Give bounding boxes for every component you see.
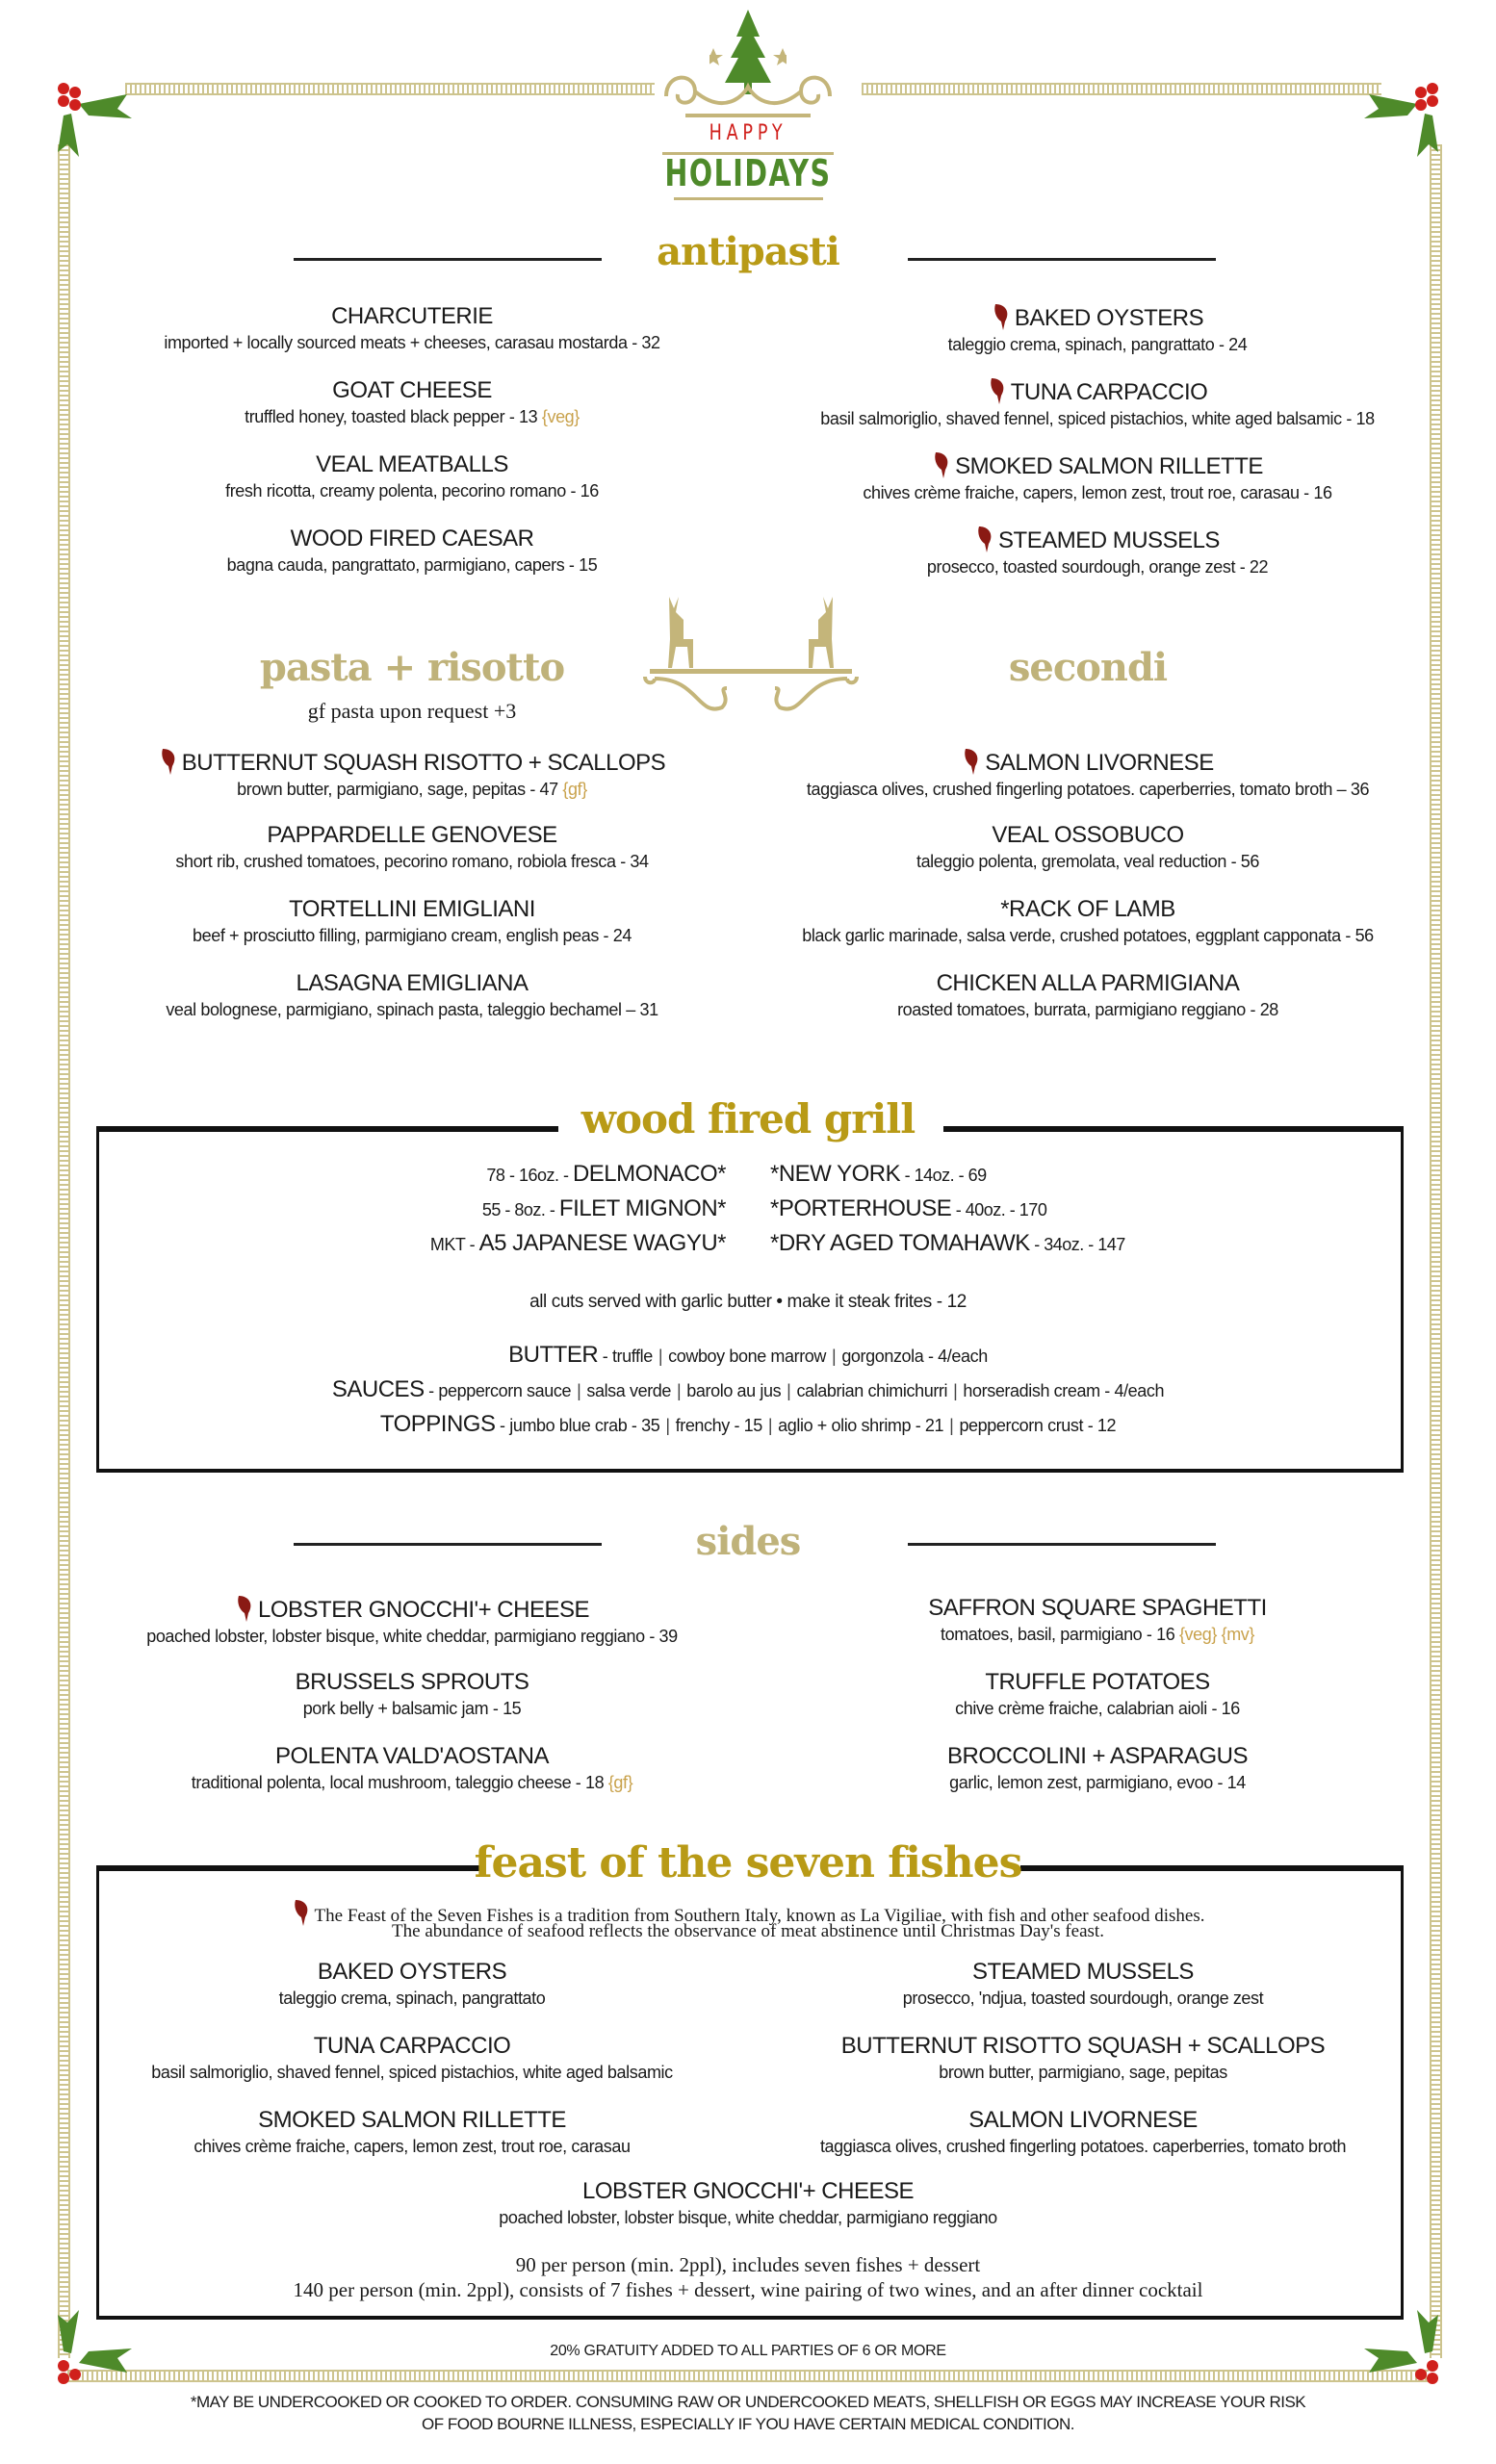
feast-intro-line: The Feast of the Seven Fishes is a tradition from Southern Italy, known as La Vigiliae, with fish and other seafood dishes. xyxy=(314,1906,1205,1926)
item-name-row xyxy=(75,1668,749,1697)
addon-label: TOPPINGS xyxy=(379,1411,496,1437)
menu-item xyxy=(75,450,749,525)
item-desc-row xyxy=(75,998,749,1021)
addon-option: frenchy - 15 xyxy=(675,1416,762,1435)
item-desc: taleggio polenta, gremolata, veal reduction - 56 xyxy=(916,852,1260,871)
item-name: PAPPARDELLE GENOVESE xyxy=(267,822,557,848)
item-desc: poached lobster, lobster bisque, white cheddar, parmigiano reggiano - 39 xyxy=(146,1627,678,1646)
item-desc-row xyxy=(75,1697,749,1720)
item-name-row xyxy=(75,1742,749,1771)
fish-icon xyxy=(988,376,1009,405)
antipasti-right xyxy=(761,302,1434,599)
item-desc-row xyxy=(75,778,749,801)
cut-row xyxy=(486,1161,726,1188)
item-desc: chive crème fraiche, calabrian aioli - 16 xyxy=(955,1699,1240,1718)
item-name-row xyxy=(761,1594,1434,1623)
menu-item xyxy=(761,376,1434,450)
item-name: TUNA CARPACCIO xyxy=(1010,379,1208,405)
item-desc-row xyxy=(746,2135,1420,2158)
menu-item xyxy=(746,1958,1420,2032)
item-name-row xyxy=(746,1958,1420,1987)
cut-row xyxy=(482,1195,726,1222)
item-desc-row xyxy=(761,333,1434,356)
border-left xyxy=(58,144,70,2358)
item-name-row xyxy=(75,821,749,850)
menu-item xyxy=(75,2032,749,2106)
menu-item xyxy=(75,895,749,969)
item-desc: garlic, lemon zest, parmigiano, evoo - 14 xyxy=(949,1773,1246,1792)
cut-price: - 14oz. - 69 xyxy=(900,1166,987,1185)
diet-tag: {gf} xyxy=(562,780,587,799)
item-desc-row xyxy=(761,407,1434,430)
menu-item xyxy=(751,821,1425,895)
section-title-pasta: pasta + risotto xyxy=(259,645,565,690)
feast-price: 140 per person (min. 2ppl), consists of 7 fishes + dessert, wine pairing of two wines, and an after dinner cocktail xyxy=(293,2278,1203,2301)
feast-right xyxy=(746,1958,1420,2180)
item-desc: brown butter, parmigiano, sage, pepitas xyxy=(939,2063,1227,2082)
menu-item xyxy=(75,2106,749,2180)
item-desc-row xyxy=(761,1623,1434,1646)
item-name: STEAMED MUSSELS xyxy=(998,527,1220,553)
cut-name: DELMONACO* xyxy=(572,1161,726,1187)
item-desc-row xyxy=(761,1697,1434,1720)
antipasti-left xyxy=(75,302,749,599)
fish-icon xyxy=(159,747,180,776)
item-desc: taggiasca olives, crushed fingerling potatoes. caperberries, tomato broth xyxy=(819,2137,1347,2156)
menu-item xyxy=(75,302,749,376)
item-name-row xyxy=(746,2106,1420,2135)
disclaimer: *MAY BE UNDERCOOKED OR COOKED TO ORDER. CONSUMING RAW OR UNDERCOOKED MEATS, SHELLFISH OR EGGS MAY INCREASE YOUR RISK xyxy=(190,2393,1306,2411)
addon-option: barolo au jus xyxy=(686,1381,782,1400)
border-top-right xyxy=(862,83,1381,95)
item-name-row xyxy=(761,1742,1434,1771)
holidays-title: HOLIDAYS xyxy=(664,152,832,194)
item-desc: black garlic marinade, salsa verde, crushed potatoes, eggplant capponata - 56 xyxy=(802,926,1374,945)
item-name: LOBSTER GNOCCHI'+ CHEESE xyxy=(582,2178,914,2204)
item-desc: chives crème fraiche, capers, lemon zest, trout roe, carasau - 16 xyxy=(863,483,1332,502)
feast-intro-line: The abundance of seafood reflects the observance of meat abstinence until Christmas Day's feast. xyxy=(392,1921,1104,1941)
item-name-row xyxy=(751,747,1425,778)
separator: | xyxy=(953,1381,958,1400)
item-desc: short rib, crushed tomatoes, pecorino romano, robiola fresca - 34 xyxy=(175,852,649,871)
item-name: BRUSSELS SPROUTS xyxy=(295,1669,529,1695)
item-desc-row xyxy=(75,405,749,428)
cut-row xyxy=(770,1195,1046,1222)
border-bottom xyxy=(67,2370,1429,2382)
pasta-list xyxy=(75,747,749,1043)
fish-icon xyxy=(932,450,953,479)
item-desc: traditional polenta, local mushroom, taleggio cheese - 18 xyxy=(191,1773,605,1792)
item-name-row xyxy=(75,450,749,479)
item-desc-row xyxy=(75,553,749,577)
item-name: WOOD FIRED CAESAR xyxy=(290,526,534,552)
item-name: STEAMED MUSSELS xyxy=(972,1959,1194,1985)
item-name-row xyxy=(75,1958,749,1987)
item-name: SALMON LIVORNESE xyxy=(985,750,1214,776)
menu-item xyxy=(751,969,1425,1043)
section-title-grill: wood fired grill xyxy=(580,1095,916,1142)
fish-icon xyxy=(992,302,1013,331)
item-name-row xyxy=(75,747,749,778)
item-name: BAKED OYSTERS xyxy=(1014,305,1204,331)
cut-name: *NEW YORK xyxy=(770,1161,901,1187)
separator: | xyxy=(577,1381,581,1400)
item-desc-row xyxy=(75,331,749,354)
item-name: LOBSTER GNOCCHI'+ CHEESE xyxy=(258,1597,589,1623)
item-desc: tomatoes, basil, parmigiano - 16 xyxy=(940,1625,1175,1644)
cut-row xyxy=(770,1161,987,1188)
section-title-sides: sides xyxy=(695,1519,801,1564)
item-desc: prosecco, 'ndjua, toasted sourdough, orange zest xyxy=(902,1989,1264,2008)
menu-item xyxy=(75,821,749,895)
fish-icon xyxy=(235,1594,256,1623)
cut-price: - 40oz. - 170 xyxy=(951,1200,1047,1219)
menu-item xyxy=(75,525,749,599)
secondi-list xyxy=(751,747,1425,1043)
feast-price: 90 per person (min. 2ppl), includes seven fishes + dessert xyxy=(515,2253,981,2276)
item-desc: brown butter, parmigiano, sage, pepitas - 47 xyxy=(237,780,558,799)
border-top-left xyxy=(125,83,655,95)
addon-option: salsa verde xyxy=(586,1381,672,1400)
scroll-ornament-icon xyxy=(657,67,839,125)
item-name-row xyxy=(751,895,1425,924)
fish-icon xyxy=(975,525,996,553)
addon-option: peppercorn crust - 12 xyxy=(959,1416,1117,1435)
item-desc-row xyxy=(761,481,1434,504)
item-desc-row xyxy=(75,2135,749,2158)
addon-option: horseradish cream - 4/each xyxy=(963,1381,1165,1400)
addon-option: calabrian chimichurri xyxy=(796,1381,948,1400)
item-desc: taleggio crema, spinach, pangrattato - 24 xyxy=(947,335,1248,354)
menu-item xyxy=(75,1594,749,1668)
item-name: CHICKEN ALLA PARMIGIANA xyxy=(936,970,1240,996)
item-desc-row xyxy=(751,998,1425,1021)
addon-option: cowboy bone marrow xyxy=(668,1347,827,1366)
menu-item xyxy=(761,1742,1434,1816)
menu-item xyxy=(746,2032,1420,2106)
menu-item xyxy=(761,525,1434,599)
item-name: TORTELLINI EMIGLIANI xyxy=(289,896,535,922)
separator: | xyxy=(949,1416,954,1435)
item-name: POLENTA VALD'AOSTANA xyxy=(275,1743,549,1769)
item-desc: veal bolognese, parmigiano, spinach pasta, taleggio bechamel – 31 xyxy=(166,1000,658,1019)
menu-item xyxy=(746,2106,1420,2180)
addon-row: BUTTER - truffle | cowboy bone marrow | gorgonzola - 4/each xyxy=(508,1342,988,1368)
item-name: VEAL OSSOBUCO xyxy=(992,822,1184,848)
separator: | xyxy=(767,1416,773,1435)
cut-name: *DRY AGED TOMAHAWK xyxy=(770,1230,1030,1256)
item-name-row xyxy=(761,302,1434,333)
item-desc-row xyxy=(75,1771,749,1794)
addon-option: truffle xyxy=(611,1347,653,1366)
feast-center-item xyxy=(0,2177,1496,2229)
item-desc: beef + prosciutto filling, parmigiano cream, english peas - 24 xyxy=(193,926,632,945)
sides-right xyxy=(761,1594,1434,1816)
cut-price: - 34oz. - 147 xyxy=(1029,1235,1125,1254)
item-name: SMOKED SALMON RILLETTE xyxy=(955,453,1263,479)
item-name-row xyxy=(761,1668,1434,1697)
item-name: BUTTERNUT SQUASH RISOTTO + SCALLOPS xyxy=(181,750,666,776)
item-desc-row xyxy=(761,1771,1434,1794)
separator: | xyxy=(787,1381,791,1400)
item-name: LASAGNA EMIGLIANA xyxy=(296,970,529,996)
item-name: TRUFFLE POTATOES xyxy=(985,1669,1210,1695)
item-desc-row xyxy=(75,479,749,502)
cut-row xyxy=(770,1230,1125,1257)
holidays-rule xyxy=(674,197,823,200)
item-desc-row xyxy=(751,850,1425,873)
cut-name: A5 JAPANESE WAGYU* xyxy=(478,1230,726,1256)
item-name-row xyxy=(75,376,749,405)
item-desc: taggiasca olives, crushed fingerling potatoes. caperberries, tomato broth – 36 xyxy=(806,780,1370,799)
diet-tag: {veg} xyxy=(541,407,580,426)
diet-tag: {gf} xyxy=(607,1773,633,1792)
cut-price: 55 - 8oz. - xyxy=(481,1200,559,1219)
item-name: BAKED OYSTERS xyxy=(317,1959,507,1985)
item-name-row xyxy=(75,1594,749,1625)
item-name-row xyxy=(761,525,1434,555)
item-name: SMOKED SALMON RILLETTE xyxy=(258,2107,566,2133)
item-desc: prosecco, toasted sourdough, orange zest - 22 xyxy=(926,557,1269,577)
item-name: TUNA CARPACCIO xyxy=(313,2033,511,2059)
cut-price: 78 - 16oz. - xyxy=(486,1166,573,1185)
item-desc-row xyxy=(746,2061,1420,2084)
item-name-row xyxy=(761,376,1434,407)
menu-item xyxy=(75,747,749,821)
item-name: VEAL MEATBALLS xyxy=(316,451,508,477)
item-desc-row xyxy=(75,1625,749,1648)
menu-item xyxy=(75,1958,749,2032)
item-desc-row xyxy=(75,924,749,947)
item-name-row xyxy=(75,302,749,331)
addon-option: aglio + olio shrimp - 21 xyxy=(778,1416,944,1435)
item-name: GOAT CHEESE xyxy=(332,377,492,403)
separator: | xyxy=(665,1416,670,1435)
item-name-row xyxy=(751,821,1425,850)
item-name: SAFFRON SQUARE SPAGHETTI xyxy=(928,1595,1267,1621)
diet-tag: {veg} {mv} xyxy=(1178,1625,1255,1644)
item-name-row xyxy=(751,969,1425,998)
feast-left xyxy=(75,1958,749,2180)
addon-row: SAUCES - peppercorn sauce | salsa verde | barolo au jus | calabrian chimichurri | horseradish cream - 4/each xyxy=(331,1376,1165,1402)
item-name: BROCCOLINI + ASPARAGUS xyxy=(947,1743,1248,1769)
happy-label: HAPPY xyxy=(709,121,787,145)
item-desc-row xyxy=(75,850,749,873)
section-title-secondi: secondi xyxy=(1008,645,1168,690)
item-desc: taleggio crema, spinach, pangrattato xyxy=(278,1989,546,2008)
addon-label: BUTTER xyxy=(508,1342,599,1368)
addon-label: SAUCES xyxy=(331,1376,425,1402)
item-name-row xyxy=(75,895,749,924)
item-desc-row xyxy=(761,555,1434,578)
item-desc: chives crème fraiche, capers, lemon zest, trout roe, carasau xyxy=(193,2137,631,2156)
item-name: BUTTERNUT RISOTTO SQUASH + SCALLOPS xyxy=(840,2033,1326,2059)
fish-icon xyxy=(962,747,983,776)
item-name: SALMON LIVORNESE xyxy=(968,2107,1198,2133)
cut-row xyxy=(430,1230,726,1257)
menu-item xyxy=(761,1594,1434,1668)
item-desc: fresh ricotta, creamy polenta, pecorino romano - 16 xyxy=(225,481,599,500)
item-desc-row xyxy=(751,778,1425,801)
cut-name: FILET MIGNON* xyxy=(558,1195,726,1221)
item-desc: poached lobster, lobster bisque, white cheddar, parmigiano reggiano xyxy=(499,2208,997,2227)
item-name-row xyxy=(75,525,749,553)
item-desc-row xyxy=(75,2061,749,2084)
gf-pasta-note: gf pasta upon request +3 xyxy=(307,699,517,723)
addon-row: TOPPINGS - jumbo blue crab - 35 | frenchy - 15 | aglio + olio shrimp - 21 | peppercorn crust - 12 xyxy=(379,1411,1117,1437)
addon-option: jumbo blue crab - 35 xyxy=(509,1416,660,1435)
gratuity-note: 20% GRATUITY ADDED TO ALL PARTIES OF 6 OR MORE xyxy=(550,2343,946,2359)
menu-item xyxy=(75,1742,749,1816)
menu-item xyxy=(761,450,1434,525)
item-desc: basil salmoriglio, shaved fennel, spiced pistachios, white aged balsamic xyxy=(151,2063,673,2082)
item-desc: pork belly + balsamic jam - 15 xyxy=(302,1699,522,1718)
disclaimer: OF FOOD BOURNE ILLNESS, ESPECIALLY IF YOU HAVE CERTAIN MEDICAL CONDITION. xyxy=(422,2415,1074,2433)
item-name: CHARCUTERIE xyxy=(331,303,493,329)
item-desc: bagna cauda, pangrattato, parmigiano, capers - 15 xyxy=(226,555,598,575)
addon-option: peppercorn sauce xyxy=(438,1381,572,1400)
item-desc-row xyxy=(746,1987,1420,2010)
item-name-row xyxy=(75,969,749,998)
menu-item xyxy=(75,376,749,450)
separator: | xyxy=(658,1347,663,1366)
menu-item xyxy=(761,1668,1434,1742)
menu-item xyxy=(75,969,749,1043)
section-title-antipasti: antipasti xyxy=(657,229,839,274)
holly-icon xyxy=(50,75,137,162)
cut-price: MKT - xyxy=(429,1235,479,1254)
separator: | xyxy=(832,1347,837,1366)
item-name-row xyxy=(75,2106,749,2135)
sides-left xyxy=(75,1594,749,1816)
item-name-row xyxy=(75,2032,749,2061)
item-desc: truffled honey, toasted black pepper - 13 xyxy=(245,407,538,426)
item-desc: basil salmoriglio, shaved fennel, spiced pistachios, white aged balsamic - 18 xyxy=(820,409,1375,428)
item-desc-row xyxy=(75,1987,749,2010)
section-title-feast: feast of the seven fishes xyxy=(474,1838,1022,1887)
holly-icon xyxy=(1359,75,1446,162)
menu-item xyxy=(751,895,1425,969)
menu-item xyxy=(751,747,1425,821)
addon-option: gorgonzola - 4/each xyxy=(841,1347,988,1366)
cut-name: *PORTERHOUSE xyxy=(770,1195,952,1221)
item-name-row xyxy=(746,2032,1420,2061)
separator: | xyxy=(677,1381,682,1400)
item-desc: roasted tomatoes, burrata, parmigiano reggiano - 28 xyxy=(897,1000,1278,1019)
item-name-row xyxy=(761,450,1434,481)
menu-item xyxy=(761,302,1434,376)
item-name: *RACK OF LAMB xyxy=(1000,896,1175,922)
item-desc: imported + locally sourced meats + cheeses, carasau mostarda - 32 xyxy=(164,333,660,352)
grill-note: all cuts served with garlic butter • make it steak frites - 12 xyxy=(529,1292,967,1312)
item-desc-row xyxy=(751,924,1425,947)
menu-item xyxy=(75,1668,749,1742)
